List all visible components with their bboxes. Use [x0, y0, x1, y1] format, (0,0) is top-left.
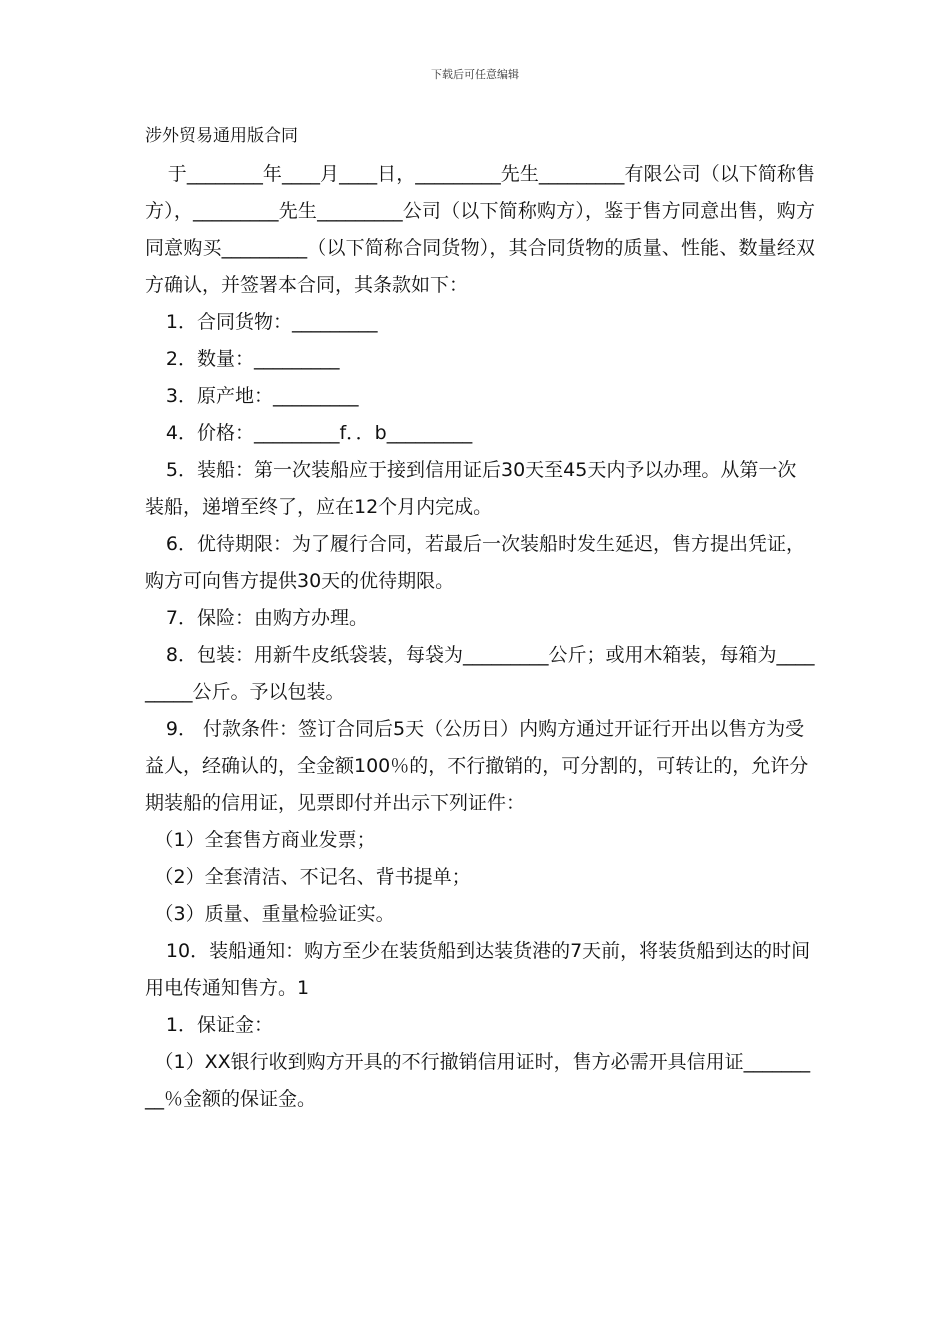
clause-quantity: 2．数量：_________ — [165, 348, 340, 370]
clause-packing: 8．包装：用新牛皮纸袋装，每袋为_________公斤；或用木箱装，每箱为_________公斤。予以包装。 — [145, 644, 815, 703]
clause-deposit: 1．保证金： — [165, 1014, 273, 1036]
payment-doc-3: （3）质量、重量检验证实。 — [154, 903, 395, 925]
clause-insurance: 7．保险：由购方办理。 — [165, 607, 368, 629]
deposit-item-1: （1）XX银行收到购方开具的不行撤销信用证时，售方必需开具信用证_________％金额的保证金。 — [145, 1051, 811, 1110]
document-title: 涉外贸易通用版合同 — [145, 126, 298, 146]
clause-payment: 9． 付款条件：签订合同后5天（公历日）内购方通过开证行开出以售方为受益人，经确认的，全金额100％的，不行撤销的，可分割的，可转让的，允许分期装船的信用证，见票即付并出示下列证件： — [145, 718, 809, 814]
intro-paragraph: 于________年____月____日，_________先生_________有限公司（以下简称售方），_________先生_________公司（以下简称购方），鉴于售方同意出售，购方同意购买_________（以下简称合同货物），其合同货物的质量、性能、数量经双方确认，并签署本合同，其条款如下： — [145, 163, 815, 296]
clause-grace-period: 6．优待期限：为了履行合同，若最后一次装船时发生延迟，售方提出凭证，购方可向售方提供30天的优待期限。 — [145, 533, 805, 592]
clause-origin: 3．原产地：_________ — [165, 385, 359, 407]
page-header: 下载后可任意编辑 — [431, 68, 519, 81]
clause-goods: 1．合同货物：_________ — [165, 311, 378, 333]
payment-doc-1: （1）全套售方商业发票； — [154, 829, 376, 851]
payment-doc-2: （2）全套清洁、不记名、背书提单； — [154, 866, 471, 888]
clause-price: 4．价格：_________f．．b_________ — [165, 422, 473, 444]
document-body — [145, 124, 815, 1118]
clause-shipping-notice: 10．装船通知：购方至少在装货船到达装货港的7天前，将装货船到达的时间用电传通知售方。1 — [145, 940, 811, 999]
clause-shipment: 5．装船：第一次装船应于接到信用证后30天至45天内予以办理。从第一次装船，递增至终了，应在12个月内完成。 — [145, 459, 797, 518]
